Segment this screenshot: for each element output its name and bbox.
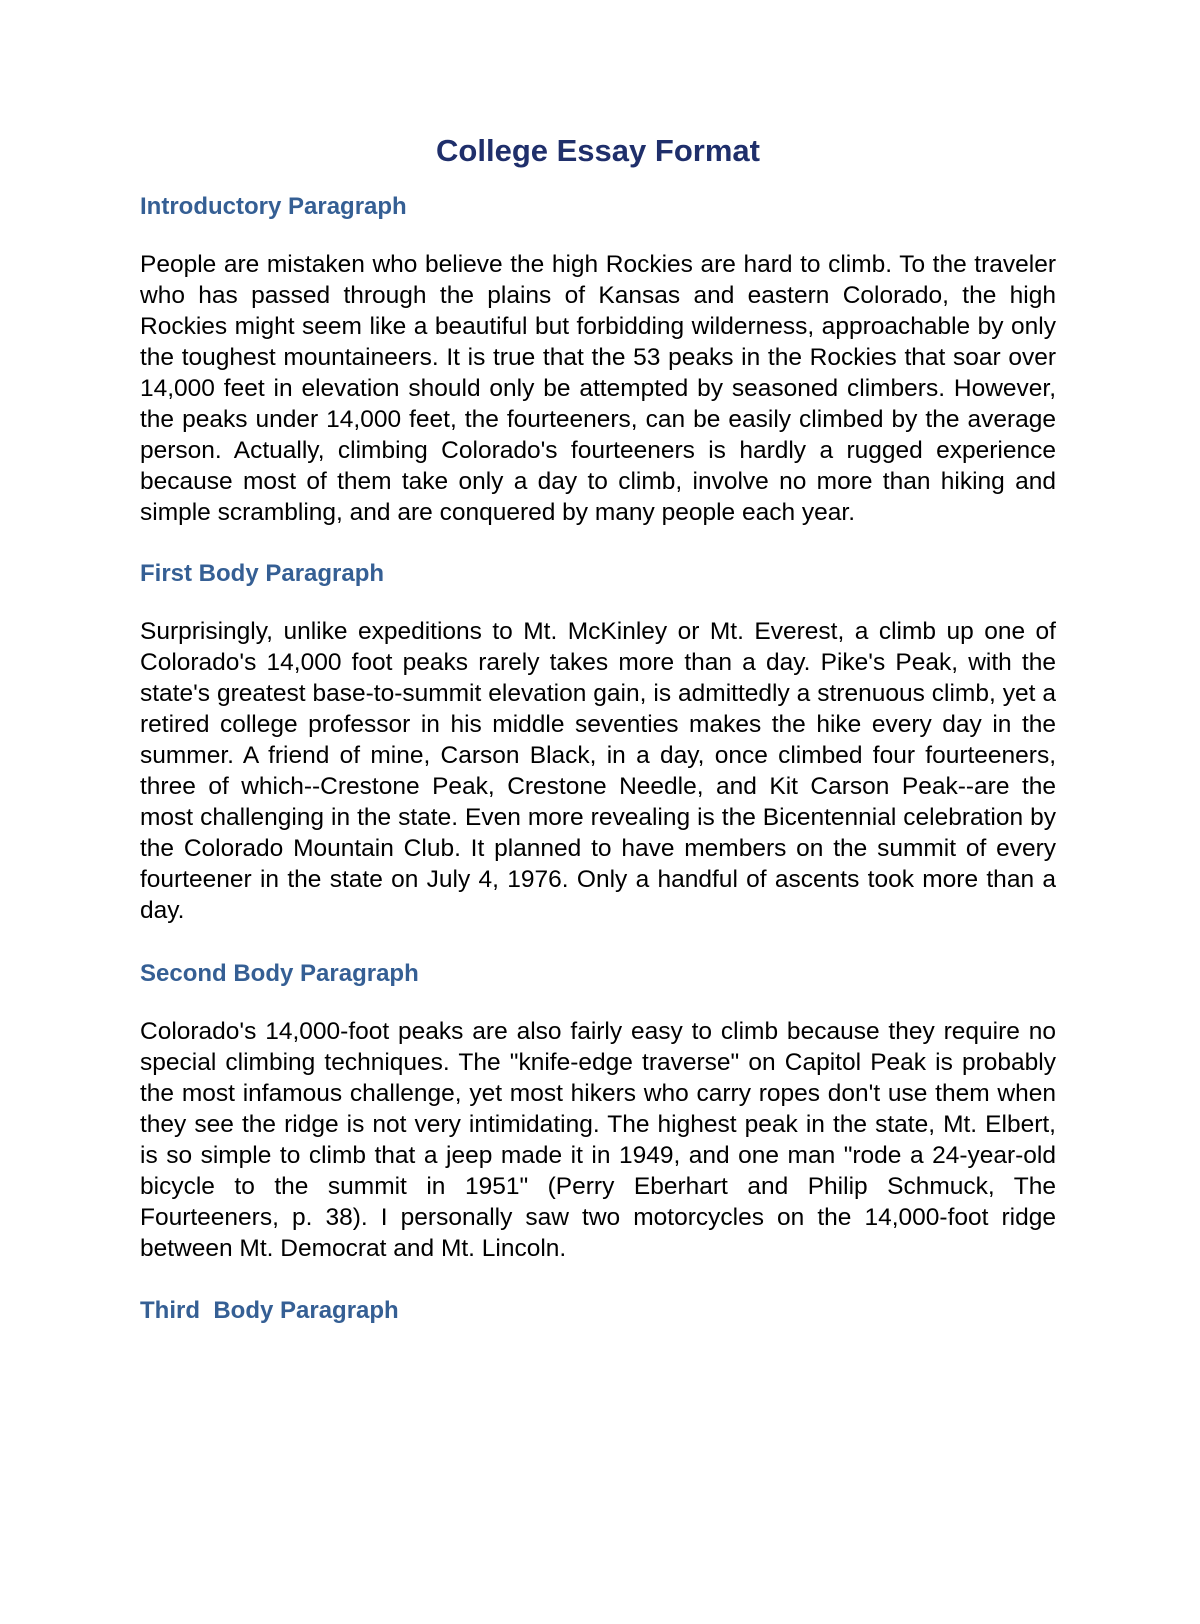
section-body: Surprisingly, unlike expeditions to Mt. McKinley or Mt. Everest, a climb up one of Colorado's 14,000 foot peaks rarely takes more than a day. Pike's Peak, with the state's greatest base-to-summit elevation gain, is admittedly a strenuous climb, yet a retired college professor in his middle seventies makes the hike every day in the summer. A friend of mine, Carson Black, in a day, once climbed four fourteeners, three of which--Crestone Peak, Crestone Needle, and Kit Carson Peak--are the most challenging in the state. Even more revealing is the Bicentennial celebration by the Colorado Mountain Club. It planned to have members on the summit of every fourteener in the state on July 4, 1976. Only a handful of ascents took more than a day.	[140, 617, 1056, 924]
section-heading: First Body Paragraph	[140, 559, 385, 587]
section-first-body-paragraph	[140, 560, 1056, 926]
document-page	[140, 132, 1056, 1325]
document-title: College Essay Format	[436, 133, 760, 168]
section-heading: Second Body Paragraph	[140, 959, 419, 987]
section-second-body-paragraph	[140, 960, 1056, 1264]
section-third-body-paragraph	[140, 1297, 1056, 1326]
section-introductory-paragraph	[140, 193, 1056, 528]
section-heading: Third Body Paragraph	[140, 1296, 399, 1324]
section-body: Colorado's 14,000-foot peaks are also fairly easy to climb because they require no special climbing techniques. The "knife-edge traverse" on Capitol Peak is probably the most infamous challenge, yet most hikers who carry ropes don't use them when they see the ridge is not very intimidating. The highest peak in the state, Mt. Elbert, is so simple to climb that a jeep made it in 1949, and one man "rode a 24-year-old bicycle to the summit in 1951" (Perry Eberhart and Philip Schmuck, The Fourteeners, p. 38). I personally saw two motorcycles on the 14,000-foot ridge between Mt. Democrat and Mt. Lincoln.	[140, 1017, 1056, 1262]
section-body: People are mistaken who believe the high Rockies are hard to climb. To the traveler who has passed through the plains of Kansas and eastern Colorado, the high Rockies might seem like a beautiful but forbidding wilderness, approachable by only the toughest mountaineers. It is true that the 53 peaks in the Rockies that soar over 14,000 feet in elevation should only be attempted by seasoned climbers. However, the peaks under 14,000 feet, the fourteeners, can be easily climbed by the average person. Actually, climbing Colorado's fourteeners is hardly a rugged experience because most of them take only a day to climb, involve no more than hiking and simple scrambling, and are conquered by many people each year.	[140, 250, 1056, 526]
section-heading: Introductory Paragraph	[140, 193, 407, 221]
